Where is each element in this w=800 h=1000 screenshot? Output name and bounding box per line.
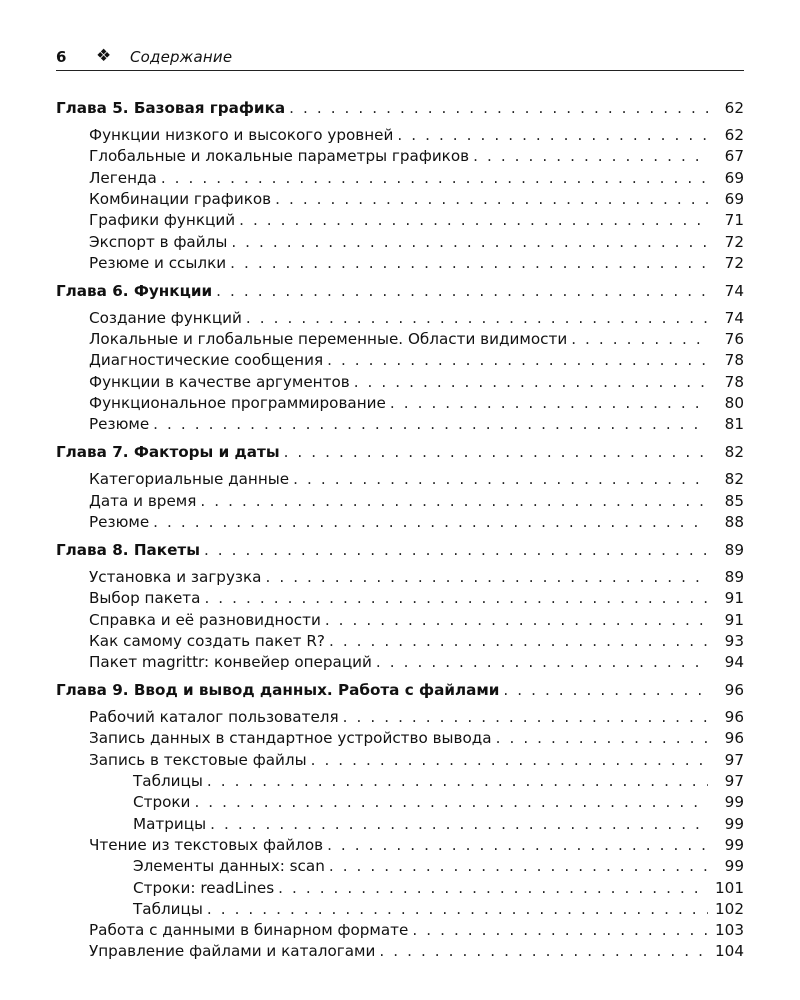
toc-section-entry[interactable]: [56, 588, 744, 609]
toc-section-entry[interactable]: [56, 878, 744, 899]
toc-section-entry[interactable]: [56, 210, 744, 231]
dot-leader: [397, 125, 708, 146]
toc-section-entry[interactable]: [56, 728, 744, 749]
toc-entry-page: 88: [724, 512, 744, 531]
toc-entry-title: Запись в текстовые файлы: [89, 750, 307, 769]
dot-leader: [210, 814, 708, 835]
toc-entry-title: Строки: [133, 793, 191, 812]
toc-section-entry[interactable]: [56, 899, 744, 920]
toc-entry-title: Пакет magrittr: конвейер операций: [89, 653, 372, 672]
toc-entry-title: Глобальные и локальные параметры графиков: [89, 147, 470, 166]
toc-entry-title: Графики функций: [89, 211, 236, 230]
toc-entry-title: Комбинации графиков: [89, 189, 272, 208]
toc-section-entry[interactable]: [56, 469, 744, 490]
dot-leader: [293, 469, 708, 490]
dot-leader: [343, 707, 708, 728]
toc-section-entry[interactable]: [56, 610, 744, 631]
dot-leader: [230, 253, 708, 274]
dot-leader: [161, 168, 708, 189]
toc-entry-title: Функциональное программирование: [89, 394, 386, 412]
toc-entry-title: Строки: readLines: [133, 878, 275, 897]
toc-entry-page: 74: [724, 308, 744, 327]
toc-entry-title: Резюме: [89, 415, 150, 434]
toc-entry-title: Запись данных в стандартное устройство вывода: [89, 729, 492, 748]
dot-leader: [278, 878, 708, 899]
toc-entry-page: 101: [715, 878, 744, 897]
toc-section-entry[interactable]: [56, 771, 744, 792]
toc-section-entry[interactable]: [56, 631, 744, 652]
dot-leader: [571, 329, 708, 350]
toc-chapter-entry[interactable]: [56, 442, 744, 463]
dot-leader: [379, 941, 708, 962]
toc-entry-page: 80: [724, 394, 744, 412]
toc-chapter-entry[interactable]: [56, 98, 744, 119]
toc-entry-title: Управление файлами и каталогами: [89, 942, 376, 961]
running-header: [56, 44, 744, 71]
dot-leader: [204, 588, 708, 609]
dot-leader: [284, 442, 708, 463]
toc-entry-page: 97: [724, 750, 744, 769]
toc-entry-page: 96: [724, 681, 744, 700]
toc-section-entry[interactable]: [56, 329, 744, 350]
dot-leader: [216, 281, 708, 302]
dot-leader: [327, 350, 708, 371]
toc-entry-page: 82: [724, 470, 744, 489]
dot-leader: [354, 372, 708, 393]
dot-leader: [412, 920, 708, 941]
toc-section-entry[interactable]: [56, 567, 744, 588]
toc-entry-page: 103: [715, 921, 744, 940]
toc-entry-page: 97: [724, 772, 744, 790]
toc-entry-title: Справка и её разновидности: [89, 610, 321, 629]
dot-leader: [473, 146, 708, 167]
dot-leader: [275, 189, 708, 210]
toc-entry-title: Элементы данных: scan: [133, 857, 325, 876]
toc-entry-title: Глава 9. Ввод и вывод данных. Работа с файлами: [56, 681, 500, 700]
toc-section-entry[interactable]: [56, 920, 744, 941]
toc-entry-title: Легенда: [89, 168, 157, 187]
dot-leader: [390, 393, 708, 414]
ornament-icon: ❖: [96, 46, 112, 66]
dot-leader: [503, 680, 708, 701]
toc-section-entry[interactable]: [56, 941, 744, 962]
toc-entry-title: Как самому создать пакет R?: [89, 631, 325, 650]
toc-entry-page: 67: [724, 147, 744, 166]
toc-entry-page: 78: [724, 372, 744, 391]
toc-entry-page: 81: [724, 415, 744, 434]
toc-entry-title: Глава 6. Функции: [56, 281, 213, 300]
dot-leader: [204, 540, 708, 561]
dot-leader: [207, 899, 708, 920]
toc-entry-title: Категориальные данные: [89, 470, 290, 489]
toc-entry-page: 72: [724, 253, 744, 272]
toc-entry-page: 89: [724, 540, 744, 559]
toc-entry-page: 82: [724, 443, 744, 462]
dot-leader: [329, 631, 708, 652]
toc-entry-title: Рабочий каталог пользователя: [89, 708, 339, 727]
toc-section-entry[interactable]: [56, 308, 744, 329]
toc-entry-page: 72: [724, 232, 744, 251]
toc-entry-title: Матрицы: [133, 814, 207, 833]
toc-entry-page: 94: [724, 653, 744, 672]
toc-section-entry[interactable]: [56, 168, 744, 189]
toc-entry-title: Выбор пакета: [89, 589, 201, 608]
toc-entry-page: 99: [724, 857, 744, 876]
toc-entry-page: 99: [724, 835, 744, 854]
dot-leader: [194, 792, 708, 813]
toc-entry-page: 96: [724, 708, 744, 727]
toc-entry-title: Диагностические сообщения: [89, 351, 324, 370]
toc-entry-title: Создание функций: [89, 308, 242, 327]
toc-entry-title: Таблицы: [133, 899, 203, 918]
dot-leader: [496, 728, 708, 749]
toc-section-entry[interactable]: [56, 232, 744, 253]
toc-entry-page: 78: [724, 351, 744, 370]
toc-entry-page: 69: [724, 189, 744, 208]
toc-entry-title: Экспорт в файлы: [89, 232, 228, 251]
dot-leader: [153, 512, 708, 533]
toc-entry-page: 91: [724, 589, 744, 608]
running-title: Содержание: [130, 48, 233, 66]
toc-section-entry[interactable]: [56, 792, 744, 813]
toc-entry-page: 91: [724, 610, 744, 629]
toc-entry-page: 62: [724, 126, 744, 144]
toc-entry-page: 85: [724, 491, 744, 510]
toc-section-entry[interactable]: [56, 372, 744, 393]
toc-entry-page: 71: [724, 211, 744, 230]
toc-entry-title: Локальные и глобальные переменные. Области видимости: [89, 330, 568, 349]
toc-entry-title: Работа с данными в бинарном формате: [89, 921, 409, 940]
dot-leader: [153, 414, 708, 435]
toc-entry-page: 99: [724, 793, 744, 812]
toc-entry-title: Функции в качестве аргументов: [89, 372, 350, 391]
toc-entry-page: 89: [724, 567, 744, 586]
toc-section-entry[interactable]: [56, 750, 744, 771]
dot-leader: [311, 750, 708, 771]
toc-entry-page: 76: [724, 330, 744, 349]
toc-entry-page: 74: [724, 281, 744, 300]
toc-section-entry[interactable]: [56, 835, 744, 856]
dot-leader: [200, 491, 708, 512]
toc-section-entry[interactable]: [56, 856, 744, 877]
toc-entry-title: Чтение из текстовых файлов: [89, 835, 324, 854]
dot-leader: [376, 652, 708, 673]
toc-section-entry[interactable]: [56, 491, 744, 512]
toc-entry-title: Функции низкого и высокого уровней: [89, 126, 394, 144]
toc-section-entry[interactable]: [56, 814, 744, 835]
toc-chapter-entry[interactable]: [56, 540, 744, 561]
toc-section-entry[interactable]: [56, 707, 744, 728]
toc-section-entry[interactable]: [56, 350, 744, 371]
toc-entry-title: Установка и загрузка: [89, 567, 262, 586]
dot-leader: [239, 210, 708, 231]
toc-section-entry[interactable]: [56, 125, 744, 146]
toc-entry-title: Дата и время: [89, 491, 197, 510]
dot-leader: [329, 856, 708, 877]
toc-entry-title: Резюме: [89, 512, 150, 531]
toc-entry-page: 69: [724, 168, 744, 187]
toc-entry-title: Глава 8. Пакеты: [56, 540, 200, 559]
toc-section-entry[interactable]: [56, 253, 744, 274]
toc-entry-title: Глава 5. Базовая графика: [56, 99, 286, 117]
dot-leader: [265, 567, 708, 588]
dot-leader: [246, 308, 708, 329]
toc-entry-page: 96: [724, 729, 744, 748]
toc-section-entry[interactable]: [56, 414, 744, 435]
toc-entry-page: 104: [715, 942, 744, 961]
dot-leader: [325, 610, 708, 631]
dot-leader: [327, 835, 708, 856]
toc-chapter-entry[interactable]: [56, 281, 744, 302]
toc-entry-title: Глава 7. Факторы и даты: [56, 443, 280, 462]
toc-section-entry[interactable]: [56, 146, 744, 167]
dot-leader: [289, 98, 708, 119]
toc-entry-title: Таблицы: [133, 772, 203, 790]
toc-entry-page: 93: [724, 631, 744, 650]
toc-entry-title: Резюме и ссылки: [89, 253, 227, 272]
page-number: 6: [56, 48, 67, 66]
toc-chapter-entry[interactable]: [56, 680, 744, 701]
toc-section-entry[interactable]: [56, 512, 744, 533]
dot-leader: [231, 232, 708, 253]
toc-entry-page: 102: [715, 899, 744, 918]
toc-entry-page: 99: [724, 814, 744, 833]
toc-section-entry[interactable]: [56, 393, 744, 414]
toc-entry-page: 62: [724, 99, 744, 117]
toc-section-entry[interactable]: [56, 652, 744, 673]
toc-section-entry[interactable]: [56, 189, 744, 210]
dot-leader: [207, 771, 708, 792]
